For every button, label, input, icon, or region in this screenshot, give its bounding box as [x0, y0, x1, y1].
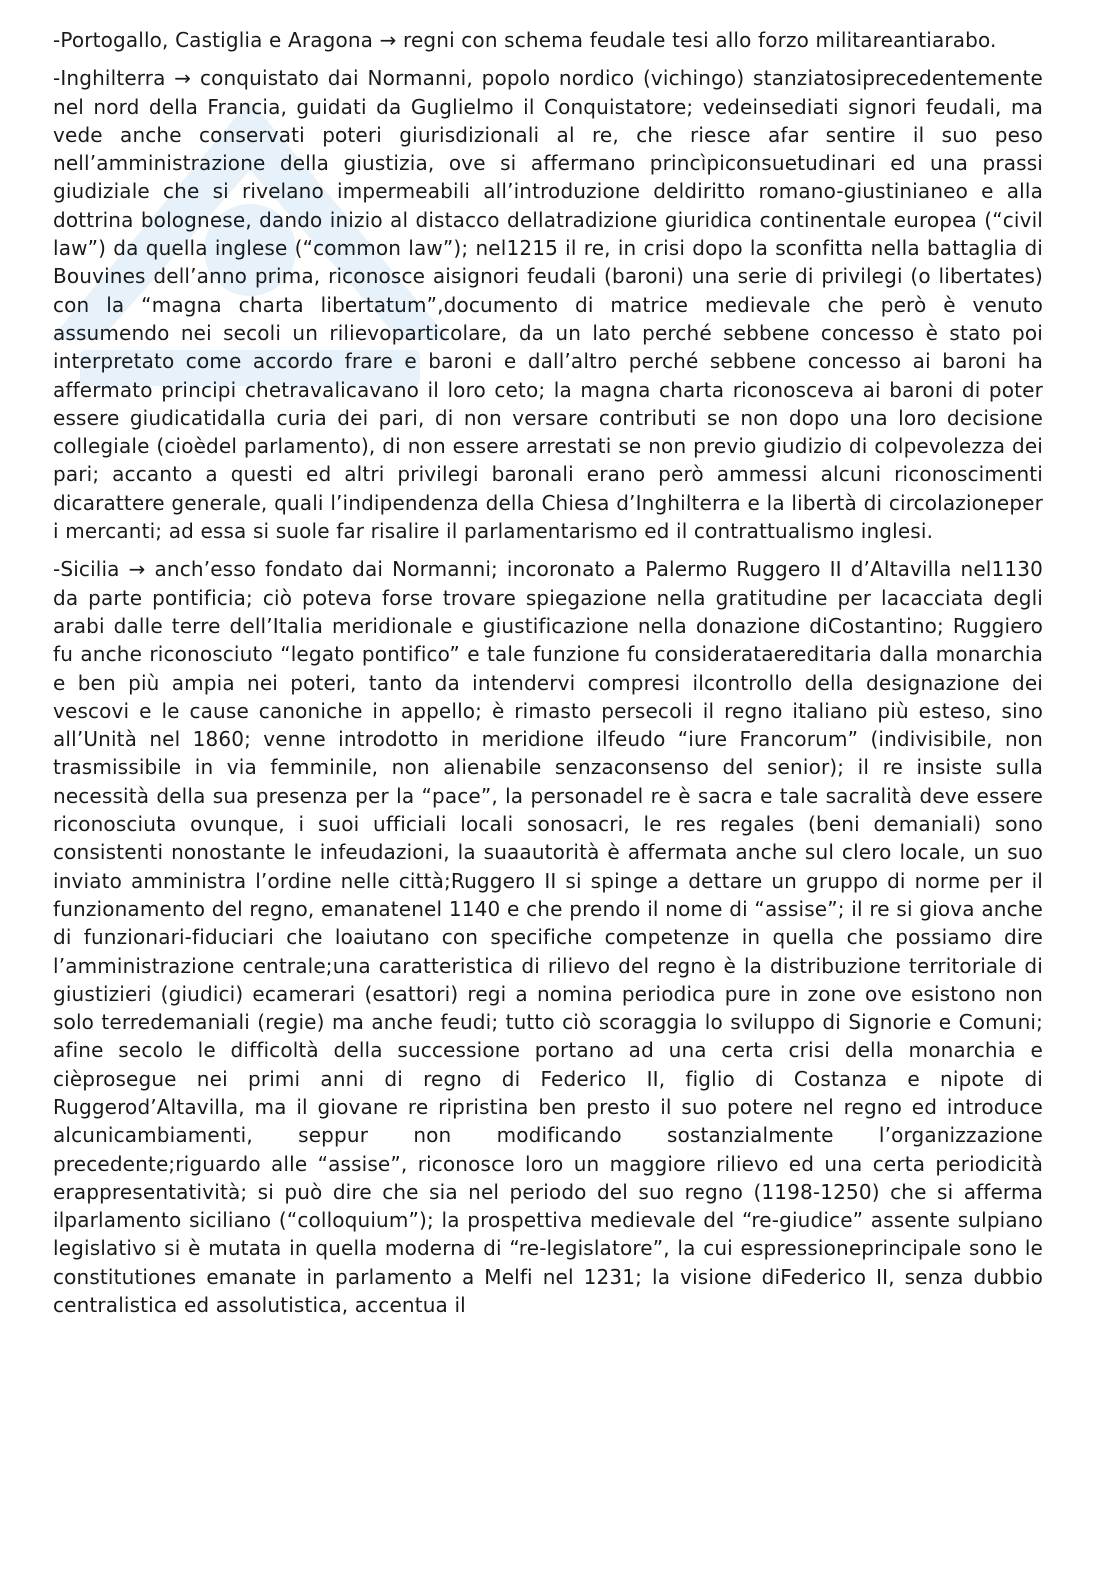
document-page [53, 26, 1043, 1329]
paragraph-portogallo [53, 26, 1043, 54]
paragraph-text: anch’esso fondato dai Normanni; incoronato a Palermo Ruggero II d’Altavilla nel1130 da parte pontificia; ciò poteva forse trovare spiegazione nella gratitudine per lacacciata degli arabi dalle terre dell’Italia meridionale e giustificazione nella donazione diCostantino; Ruggiero fu anche riconosciuto “legato pontifico” e tale funzione fu considerataereditaria dalla monarchia e ben più ampia nei poteri, tanto da intendervi compresi ilcontrollo della designazione dei vescovi e le cause canoniche in appello; è rimasto persecoli il regno italiano più esteso, sino all’Unità nel 1860; venne introdotto in meridione ilfeudo “iure Francorum” (indivisibile, non trasmissibile in via femminile, non alienabile senzaconsenso del senior); il re insiste sulla necessità della sua presenza per la “pace”, la personadel re è sacra e tale sacralità deve essere riconosciuta ovunque, i suoi ufficiali locali sonosacri, le res regales (beni demaniali) sono consistenti nonostante le infeudazioni, la suaautorità è affermata anche sul clero locale, un suo inviato amministra l’ordine nelle città;Ruggero II si spinge a dettare un gruppo di norme per il funzionamento del regno, emanatenel 1140 e che prendo il nome di “assise”; il re si giova anche di funzionari-fiduciari che loaiutano con specifiche competenze in quella che possiamo dire l’amministrazione centrale;una caratteristica di rilievo del regno è la distribuzione territoriale di giustizieri (giudici) ecamerari (esattori) regi a nomina periodica pure in zone ove esistono non solo terredemaniali (regie) ma anche feudi; tutto ciò scoraggia lo sviluppo di Signorie e Comuni; afine secolo le difficoltà della successione portano ad una certa crisi della monarchia e cièprosegue nei primi anni di regno di Federico II, figlio di Costanza e nipote di Ruggerod’Altavilla, ma il giovane re ripristina ben presto il suo potere nel regno ed introduce alcunicambiamenti, seppur non modificando sostanzialmente l’organizzazione precedente;riguardo alle “assise”, riconosce loro un maggiore rilievo ed una certa periodicità erappresentatività; si può dire che sia nel periodo del suo regno (1198-1250) che si afferma ilparlamento siciliano (“colloquium”); la prospettiva medievale del “re-giudice” assente sulpiano legislativo si è mutata in quella moderna di “re-legislatore”, la cui espressioneprincipale sono le constitutiones emanate in parlamento a Melfi nel 1231; la visione diFederico II, senza dubbio centralistica ed assolutistica, accentua il [53, 557, 1043, 1318]
arrow-icon: → [119, 557, 155, 582]
paragraph-text: regni con schema feudale tesi allo forzo militareantiarabo. [403, 28, 997, 52]
paragraph-text: conquistato dai Normanni, popolo nordico (vichingo) stanziatosiprecedentemente nel nord della Francia, guidati da Guglielmo il Conquistatore; vedeinsediati signori feudali, ma vede anche conservati poteri giurisdizionali al re, che riesce afar sentire il suo peso nell’amministrazione della giustizia, ove si affermano princìpiconsuetudinari ed una prassi giudiziale che si rivelano impermeabili all’introduzione deldiritto romano-giustinianeo e alla dottrina bolognese, dando inizio al distacco dellatradizione giuridica continentale europea (“civil law”) da quella inglese (“common law”); nel1215 il re, in crisi dopo la sconfitta nella battaglia di Bouvines dell’anno prima, riconosce aisignori feudali (baroni) una serie di privilegi (o libertates) con la “magna charta libertatum”,documento di matrice medievale che però è venuto assumendo nei secoli un rilievoparticolare, da un lato perché sebbene concesso è stato poi interpretato come accordo frare e baroni e dall’altro perché sebbene concesso ai baroni ha affermato principi chetravalicavano il loro ceto; la magna charta riconosceva ai baroni di poter essere giudicatidalla curia dei pari, di non versare contributi se non dopo una loro decisione collegiale (cioèdel parlamento), di non essere arrestati se non previo giudizio di colpevolezza dei pari; accanto a questi ed altri privilegi baronali erano però ammessi alcuni riconoscimenti dicarattere generale, quali l’indipendenza della Chiesa d’Inghilterra e la libertà di circolazioneper i mercanti; ad essa si suole far risalire il parlamentarismo ed il contrattualismo inglesi. [53, 66, 1043, 544]
paragraph-lead: -Inghilterra [53, 66, 166, 91]
paragraph-inghilterra [53, 64, 1043, 545]
arrow-icon: → [373, 28, 404, 52]
paragraph-lead: -Sicilia [53, 557, 120, 582]
arrow-icon: → [165, 66, 200, 91]
paragraph-sicilia [53, 555, 1043, 1319]
paragraph-lead: -Portogallo, Castiglia e Aragona [53, 28, 374, 52]
